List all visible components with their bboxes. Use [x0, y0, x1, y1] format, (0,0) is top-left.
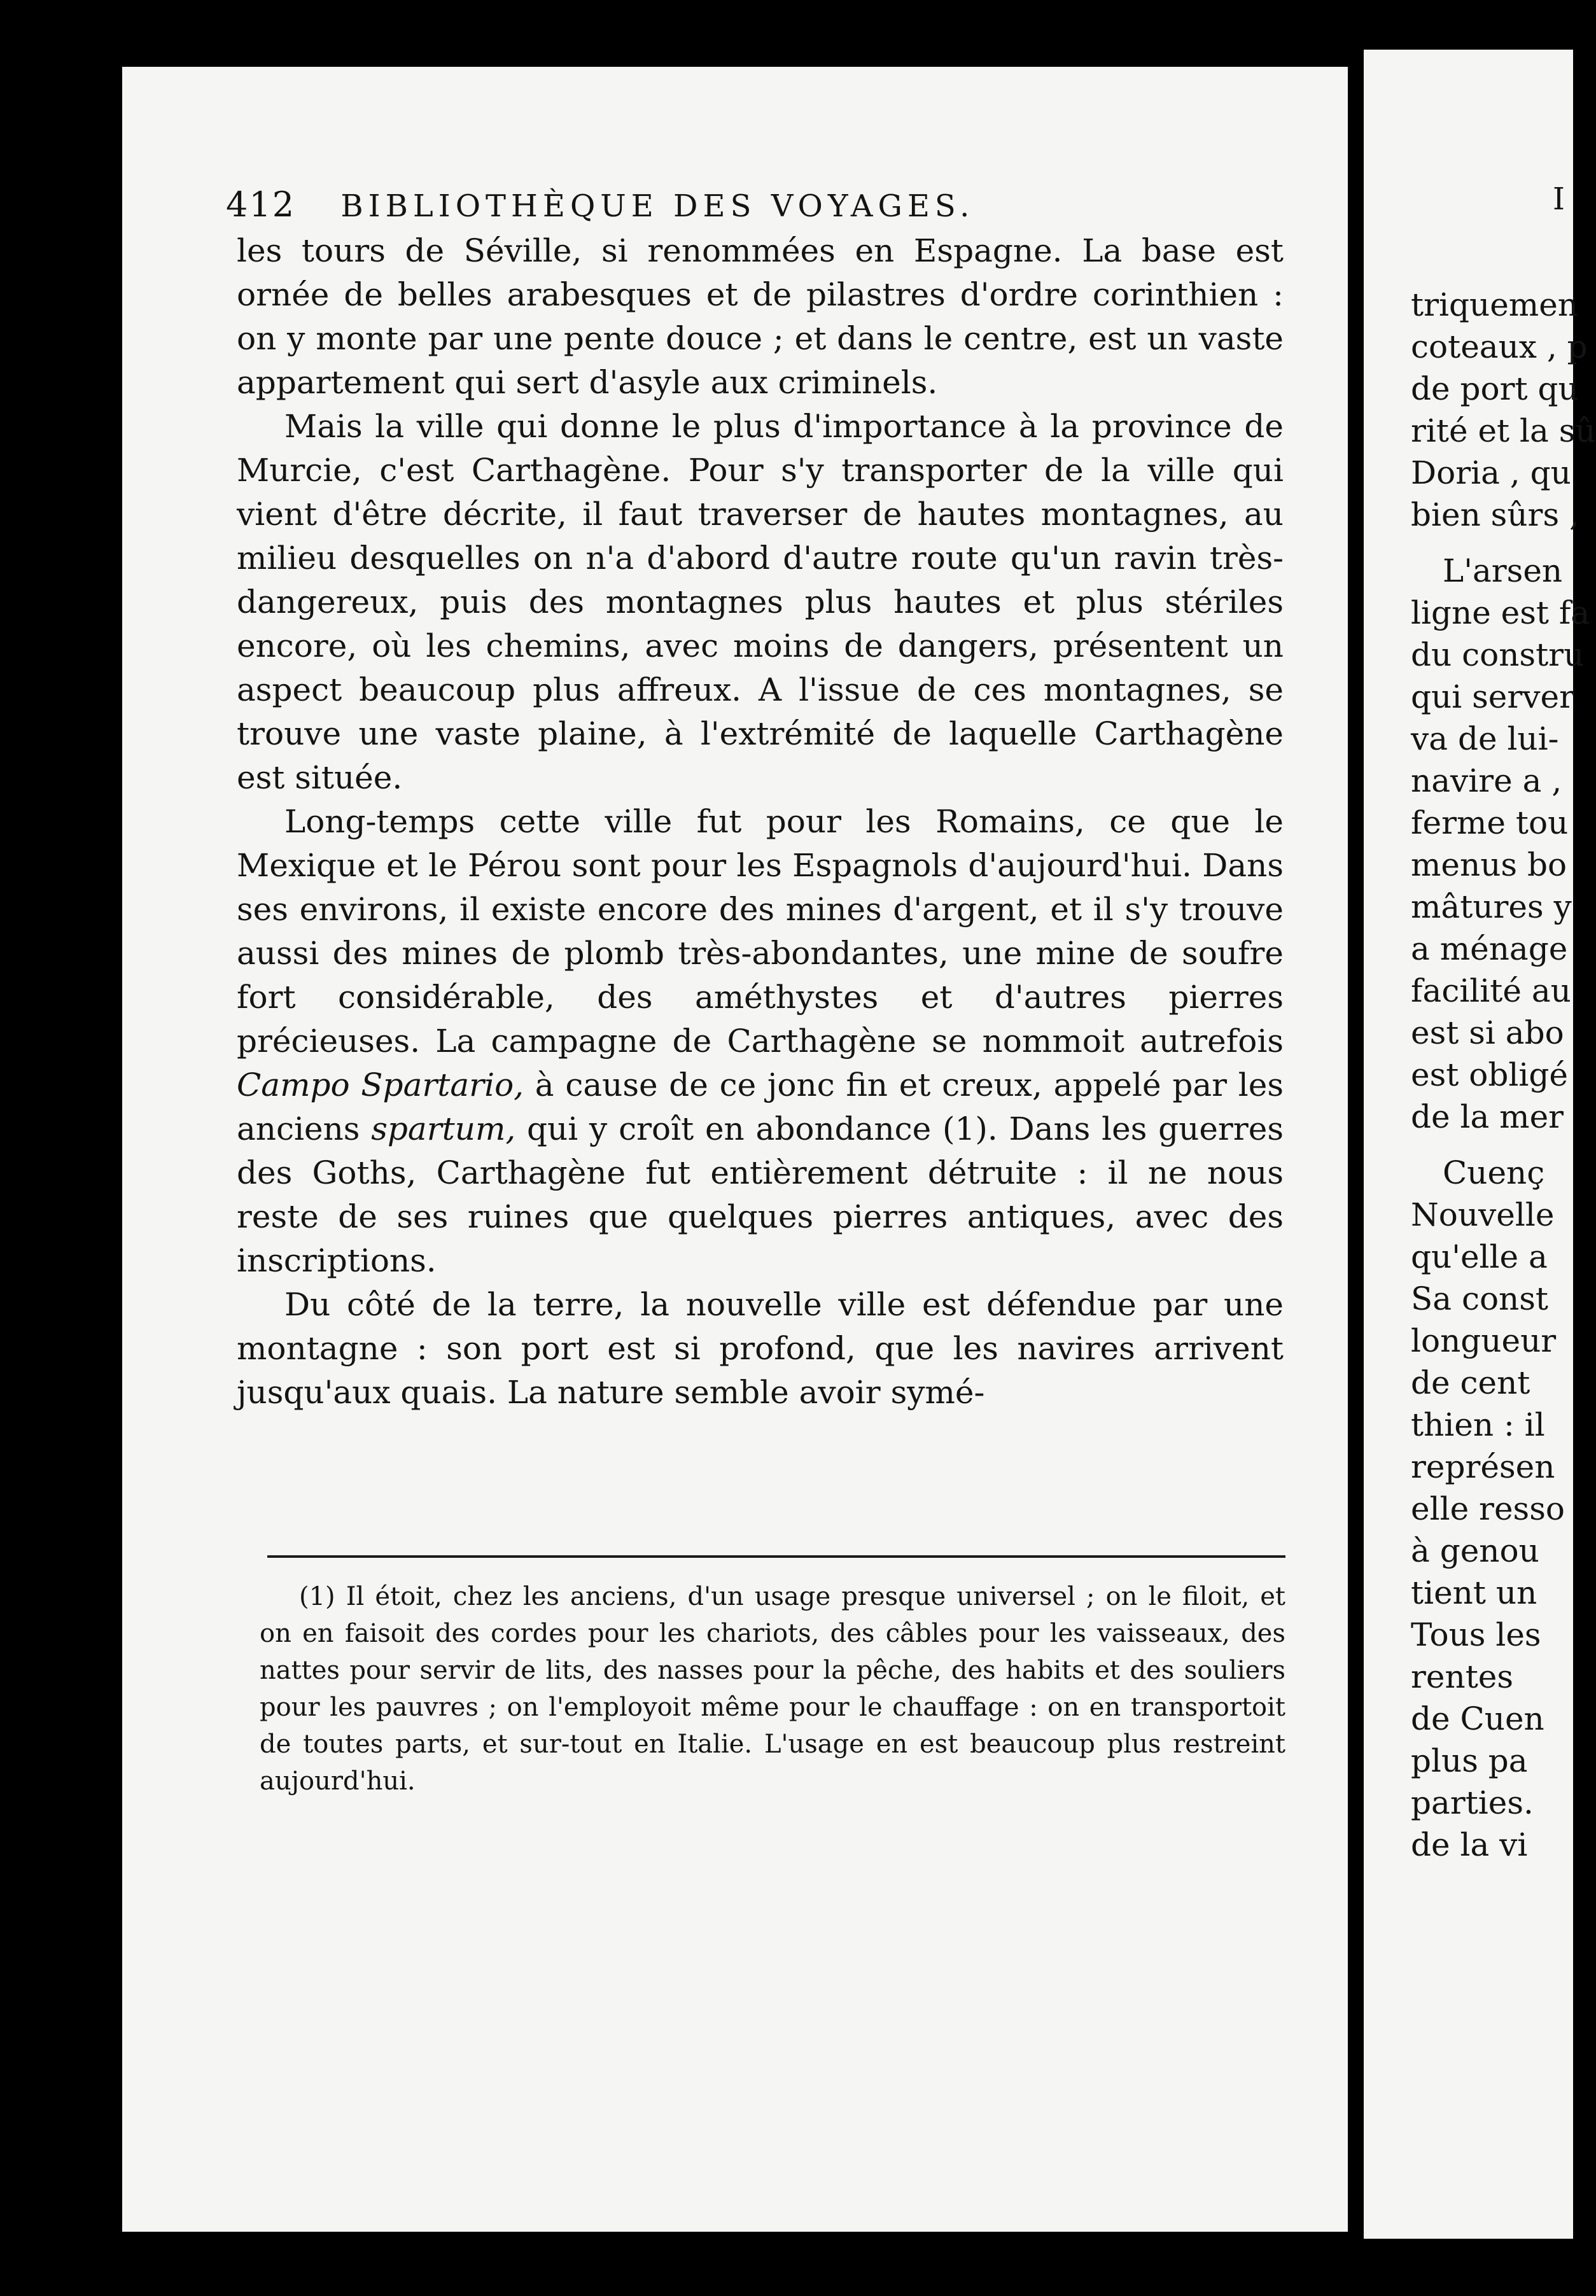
right-page-line: rité et la sû	[1411, 412, 1596, 449]
right-page-line: L'arsen	[1443, 552, 1563, 589]
right-page-line: ferme tou	[1411, 804, 1569, 841]
right-page-line: du constru	[1411, 636, 1585, 673]
right-page-line: navire a ,	[1411, 762, 1562, 799]
right-page-line: Tous les	[1411, 1616, 1541, 1653]
footnote-text: (1) Il étoit, chez les anciens, d'un usage presque universel ; on le filoit, et on en faisoit des cordes pour les chariots, des câbles pour les vaisseaux, des nattes pour servir de lits, des nasses pour la pêche, des habits et des souliers pour les pauvres ; on l'employoit même pour le chauffage : on en transportoit de toutes parts, et sur-tout en Italie. L'usage en est beaucoup plus restreint aujourd'hui.	[260, 1582, 1285, 1796]
right-page-line: Cuenç	[1443, 1154, 1545, 1191]
right-page-line: Nouvelle	[1411, 1196, 1555, 1233]
right-page-line: tient un	[1411, 1574, 1537, 1611]
footnote	[260, 1578, 1285, 1800]
italic-spartum: spartum,	[371, 1110, 516, 1147]
right-page-line: longueur	[1411, 1322, 1557, 1359]
running-header	[226, 185, 1149, 225]
right-page-line: bien sûrs ,	[1411, 496, 1579, 533]
right-page-line: représen	[1411, 1448, 1555, 1485]
paragraph-3-part-a: Long-temps cette ville fut pour les Romains, ce que le Mexique et le Pérou sont pour les Espagnols d'aujourd'hui. Dans ses environs, il existe encore des mines d'argent, et il s'y trouve aussi des mines de plomb très-abondantes, une mine de soufre fort considérable, des améthystes et d'autres pierres précieuses. La campagne de Carthagène se nommoit autrefois	[237, 803, 1284, 1060]
right-page-line: de la mer	[1411, 1098, 1564, 1135]
right-page-line: a ménage	[1411, 930, 1568, 967]
right-page-line: Sa const	[1411, 1280, 1549, 1317]
right-page-line: est si abo	[1411, 1014, 1564, 1051]
body-text	[237, 229, 1284, 1415]
paragraph-1: les tours de Séville, si renommées en Espagne. La base est ornée de belles arabesques et de pilastres d'ordre corinthien : on y monte par une pente douce ; et dans le centre, est un vaste appartement qui sert d'asyle aux criminels.	[237, 232, 1284, 401]
right-page-line: menus bo	[1411, 846, 1567, 883]
right-page-header-fragment: I	[1553, 181, 1565, 217]
paragraph-3	[237, 800, 1284, 1283]
running-title: BIBLIOTHÈQUE DES VOYAGES.	[340, 188, 975, 224]
right-page-line: elle resso	[1411, 1490, 1565, 1527]
right-page-line: de la vi	[1411, 1826, 1528, 1863]
right-page-line: parties.	[1411, 1784, 1534, 1821]
right-page-line: Doria , qu	[1411, 454, 1571, 491]
right-page-line: coteaux , p	[1411, 328, 1588, 365]
italic-campo-spartario: Campo Spartario,	[237, 1067, 524, 1103]
right-page	[1364, 50, 1596, 2239]
paragraph-2: Mais la ville qui donne le plus d'importance à la province de Murcie, c'est Carthagène. Pour s'y transporter de la ville qui vient d'être décrite, il faut traverser de hautes montagnes, au milieu desquelles on n'a d'abord d'autre route qu'un ravin très-dangereux, puis des montagnes plus hautes et plus stériles encore, où les chemins, avec moins de dangers, présentent un aspect beaucoup plus affreux. A l'issue de ces montagnes, se trouve une vaste plaine, à l'extrémité de laquelle Carthagène est située.	[237, 408, 1284, 796]
right-page-line: de cent	[1411, 1364, 1530, 1401]
right-page-line: qu'elle a	[1411, 1238, 1548, 1275]
right-page-line: plus pa	[1411, 1742, 1528, 1779]
right-line-gap	[1411, 536, 1576, 550]
right-page-line: est obligé	[1411, 1056, 1568, 1093]
right-page-line: de Cuen	[1411, 1700, 1544, 1737]
right-page-line: triquemen	[1411, 286, 1578, 323]
right-page-line: qui server	[1411, 678, 1574, 715]
right-page-line: facilité au	[1411, 972, 1571, 1009]
right-page-line: rentes	[1411, 1658, 1514, 1695]
right-page-line: à genou	[1411, 1532, 1539, 1569]
paragraph-3-part-b: à cause de ce jonc fin et creux, appelé par les anciens	[237, 1067, 1284, 1147]
paragraph-4: Du côté de la terre, la nouvelle ville est défendue par une montagne : son port est si profond, que les navires arrivent jusqu'aux quais. La nature semble avoir symé-	[237, 1286, 1284, 1411]
footnote-rule	[267, 1555, 1285, 1558]
right-page-line: ligne est fa	[1411, 594, 1590, 631]
right-line-gap	[1411, 1138, 1576, 1152]
right-page-line: va de lui-	[1411, 720, 1559, 757]
right-page-text	[1411, 284, 1596, 1866]
right-page-line: mâtures y	[1411, 888, 1572, 925]
paragraph-3-part-c: qui y croît en abondance (1). Dans les guerres des Goths, Carthagène fut entièrement détruite : il ne nous reste de ses ruines que quelques pierres antiques, avec des inscriptions.	[237, 1110, 1284, 1279]
right-page-line: thien : il	[1411, 1406, 1545, 1443]
right-page-line: de port qu	[1411, 370, 1579, 407]
page-number: 412	[226, 185, 296, 225]
